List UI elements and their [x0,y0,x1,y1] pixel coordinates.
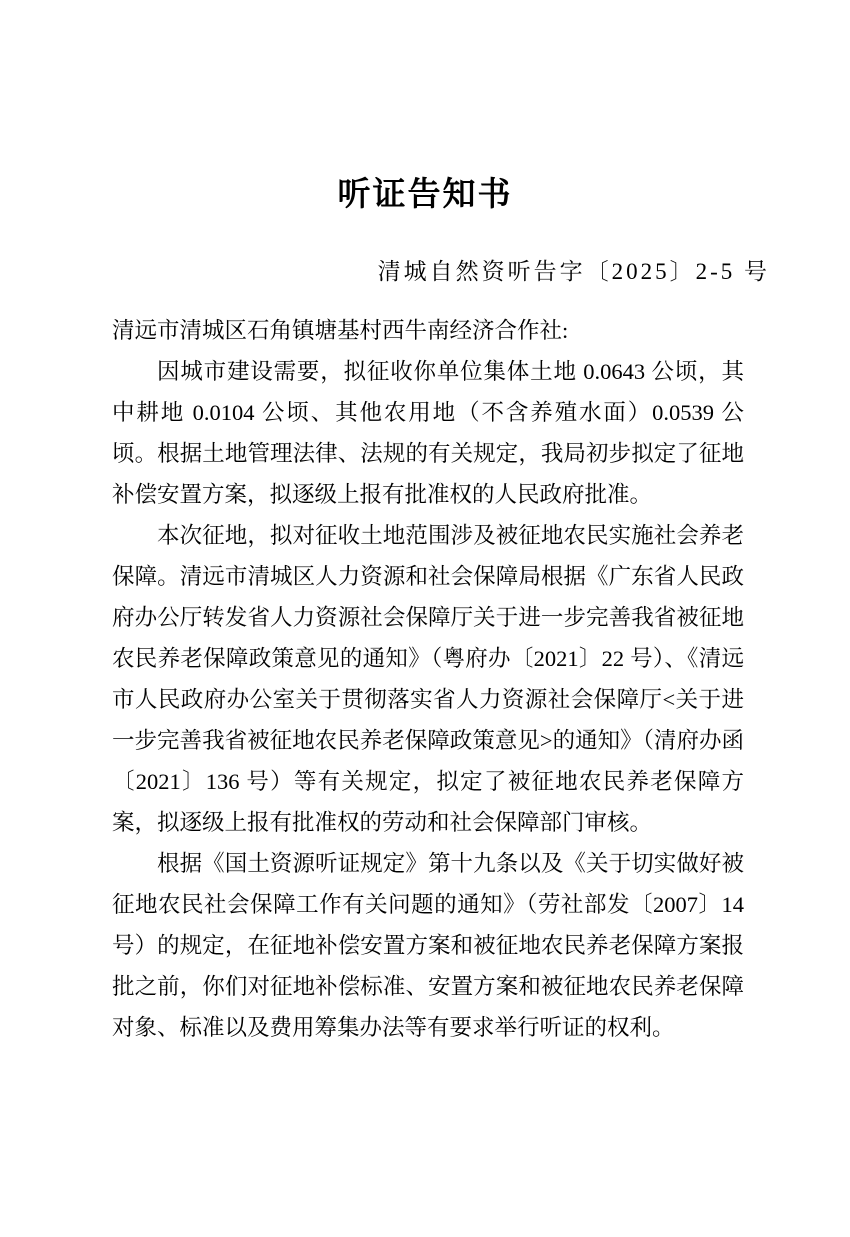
document-title: 听证告知书 [337,175,513,212]
document-body [112,310,744,1048]
document-number: 清城自然资听告字〔2025〕2-5 号 [377,259,770,284]
paragraph-land-acquisition: 因城市建设需要，拟征收你单位集体土地 0.0643 公顷，其中耕地 0.0104 公顷、其他农用地（不含养殖水面）0.0539 公顷。根据土地管理法律、法规的有关规定，我局初步拟定了征地补偿安置方案，拟逐级上报有批准权的人民政府批准。 [112,359,744,507]
addressee-line: 清远市清城区石角镇塘基村西牛南经济合作社: [112,318,569,343]
paragraph-social-security: 本次征地，拟对征收土地范围涉及被征地农民实施社会养老保障。清远市清城区人力资源和社会保障局根据《广东省人民政府办公厅转发省人力资源社会保障厅关于进一步完善我省被征地农民养老保障政策意见的通知》（粤府办〔2021〕22 号）、《清远市人民政府办公室关于贯彻落实省人力资源社会保障厅<关于进一步完善我省被征地农民养老保障政策意见>的通知》（清府办函〔2021〕136 号）等有关规定，拟定了被征地农民养老保障方案，拟逐级上报有批准权的劳动和社会保障部门审核。 [112,523,744,835]
paragraph-hearing-rights: 根据《国土资源听证规定》第十九条以及《关于切实做好被征地农民社会保障工作有关问题的通知》（劳社部发〔2007〕14 号）的规定，在征地补偿安置方案和被征地农民养老保障方案报批之前，你们对征地补偿标准、安置方案和被征地农民养老保障对象、标准以及费用筹集办法等有要求举行听证的权利。 [112,851,744,1040]
